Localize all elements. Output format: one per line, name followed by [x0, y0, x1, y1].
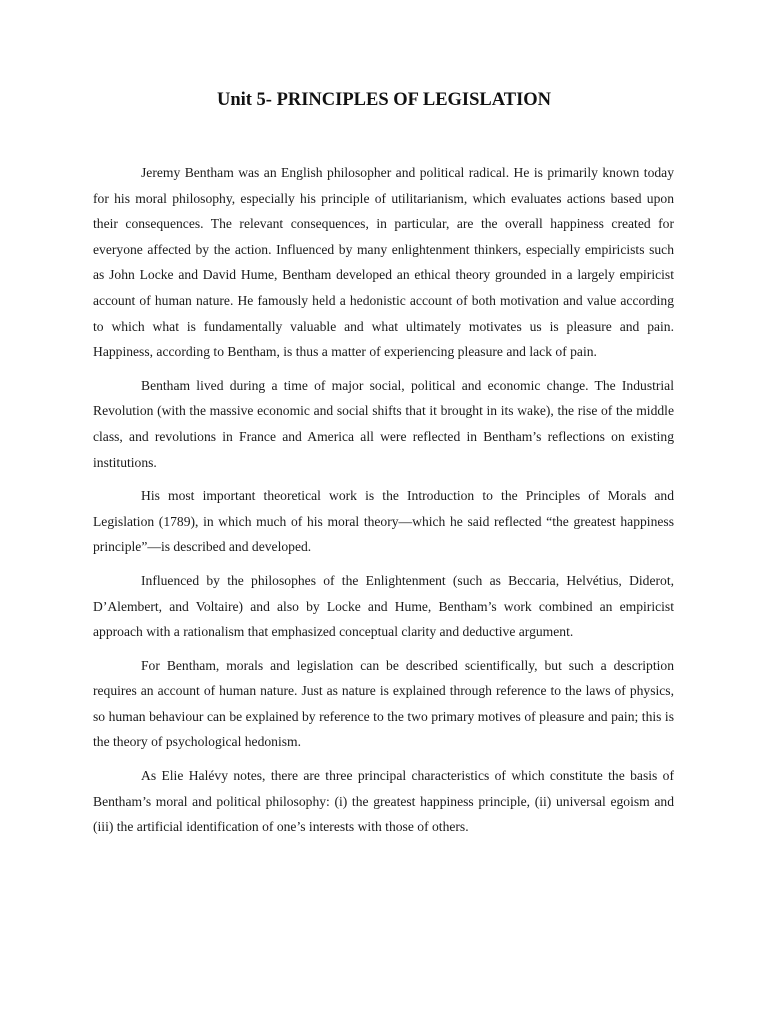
document-body	[93, 160, 674, 848]
paragraph-3: His most important theoretical work is the Introduction to the Principles of Morals and Legislation (1789), in which much of his moral theory—which he said reflected “the greatest happiness principle”—is described and developed.	[93, 488, 674, 555]
paragraph-2: Bentham lived during a time of major social, political and economic change. The Industrial Revolution (with the massive economic and social shifts that it brought in its wake), the rise of the middle class, and revolutions in France and America all were reflected in Bentham’s reflections on existing institutions.	[93, 377, 674, 470]
page-title: Unit 5- PRINCIPLES OF LEGISLATION	[216, 90, 552, 110]
paragraph-4: Influenced by the philosophes of the Enlightenment (such as Beccaria, Helvétius, Diderot, D’Alembert, and Voltaire) and also by Locke and Hume, Bentham’s work combined an empiricist approach with a rationalism that emphasized conceptual clarity and deductive argument.	[93, 572, 674, 640]
paragraph-6: As Elie Halévy notes, there are three principal characteristics of which constitute the basis of Bentham’s moral and political philosophy: (i) the greatest happiness principle, (ii) universal egoism and (iii) the artificial identification of one’s interests with those of others.	[93, 768, 674, 835]
paragraph-1: Jeremy Bentham was an English philosopher and political radical. He is primarily known today for his moral philosophy, especially his principle of utilitarianism, which evaluates actions based upon their consequences. The relevant consequences, in particular, are the overall happiness created for everyone affected by the action. Influenced by many enlightenment thinkers, especially empiricists such as John Locke and David Hume, Bentham developed an ethical theory grounded in a largely empiricist account of human nature. He famously held a hedonistic account of both motivation and value according to which what is fundamentally valuable and what ultimately motivates us is pleasure and pain. Happiness, according to Bentham, is thus a matter of experiencing pleasure and lack of pain.	[93, 165, 674, 360]
paragraph-5: For Bentham, morals and legislation can be described scientifically, but such a description requires an account of human nature. Just as nature is explained through reference to the laws of physics, so human behaviour can be explained by reference to the two primary motives of pleasure and pain; this is the theory of psychological hedonism.	[93, 657, 674, 750]
